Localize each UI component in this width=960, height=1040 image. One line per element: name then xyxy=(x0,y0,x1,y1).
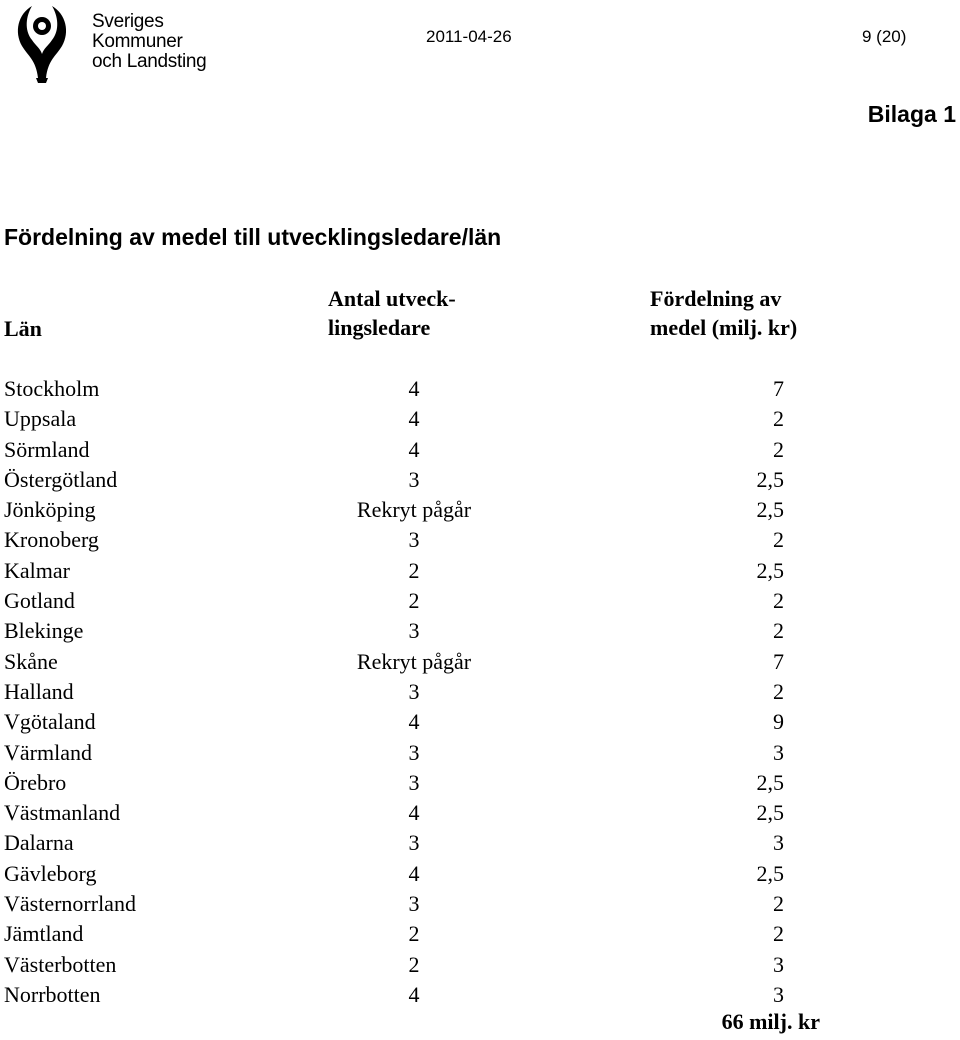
table-row: Västernorrland 3 2 xyxy=(0,889,960,919)
table-row: Norrbotten 4 3 xyxy=(0,980,960,1010)
funds-amount: 2,5 xyxy=(756,860,784,886)
table-row: Örebro 3 2,5 xyxy=(0,768,960,798)
document-date: 2011-04-26 xyxy=(426,27,512,46)
county-name: Vgötaland xyxy=(4,709,96,735)
county-name: Dalarna xyxy=(4,830,74,856)
table-row: Sörmland 4 2 xyxy=(0,435,960,465)
document-title: Fördelning av medel till utvecklingsledare/län xyxy=(4,224,502,250)
funds-amount: 9 xyxy=(773,709,784,735)
table-row: Kalmar 2 2,5 xyxy=(0,556,960,586)
county-name: Gävleborg xyxy=(4,860,97,886)
table-row: Stockholm 4 7 xyxy=(0,374,960,404)
county-name: Västerbotten xyxy=(4,951,117,977)
county-name: Stockholm xyxy=(4,376,100,401)
total-amount: 66 milj. kr xyxy=(721,1009,820,1034)
funds-amount: 3 xyxy=(773,739,784,765)
column-header-count-line1: Antal utveck- xyxy=(328,286,456,311)
column-header-funds xyxy=(650,284,797,342)
county-name: Norrbotten xyxy=(4,981,101,1007)
column-header-lan-text: Län xyxy=(4,316,42,341)
funds-amount: 2 xyxy=(773,406,784,432)
funds-amount: 2 xyxy=(773,436,784,462)
county-name: Gotland xyxy=(4,588,75,614)
county-name: Skåne xyxy=(4,648,58,674)
table-row: Västerbotten 2 3 xyxy=(0,950,960,980)
county-name: Örebro xyxy=(4,769,67,795)
column-header-count xyxy=(328,284,456,342)
county-name: Kronoberg xyxy=(4,527,99,553)
logo-line: Sveriges xyxy=(92,11,164,32)
table-row: Dalarna 3 3 xyxy=(0,828,960,858)
appendix-label: Bilaga 1 xyxy=(867,101,956,127)
county-table xyxy=(0,374,960,1010)
funds-amount: 2,5 xyxy=(756,557,784,583)
table-row: Jämtland 2 2 xyxy=(0,919,960,949)
column-header-count-line2: lingsledare xyxy=(328,315,431,340)
column-header-funds-line2: medel (milj. kr) xyxy=(650,315,798,340)
table-row: Gävleborg 4 2,5 xyxy=(0,859,960,889)
column-header-lan xyxy=(4,314,42,343)
logo-emblem-icon xyxy=(10,4,74,84)
county-name: Blekinge xyxy=(4,618,84,644)
logo-line: Kommuner xyxy=(92,31,183,52)
logo-wordmark xyxy=(92,12,206,72)
funds-amount: 2 xyxy=(773,618,784,644)
funds-amount: 3 xyxy=(773,951,784,977)
funds-amount: 2 xyxy=(773,891,784,917)
county-name: Sörmland xyxy=(4,436,90,462)
county-name: Västmanland xyxy=(4,800,121,826)
funds-amount: 2,5 xyxy=(756,466,784,492)
county-name: Västernorrland xyxy=(4,891,136,917)
table-row: Skåne Rekryt pågår 7 xyxy=(0,647,960,677)
organization-logo xyxy=(10,4,210,84)
county-name: Jönköping xyxy=(4,497,96,523)
table-row: Blekinge 3 2 xyxy=(0,616,960,646)
county-name: Östergötland xyxy=(4,466,118,492)
table-row: Östergötland 3 2,5 xyxy=(0,465,960,495)
funds-amount: 2 xyxy=(773,921,784,947)
funds-amount: 3 xyxy=(773,981,784,1007)
county-name: Kalmar xyxy=(4,557,70,583)
table-row: Kronoberg 3 2 xyxy=(0,525,960,555)
table-row: Halland 3 2 xyxy=(0,677,960,707)
table-row: Jönköping Rekryt pågår 2,5 xyxy=(0,495,960,525)
county-name: Halland xyxy=(4,678,74,704)
column-header-funds-line1: Fördelning av xyxy=(650,286,782,311)
table-row: Uppsala 4 2 xyxy=(0,404,960,434)
county-name: Uppsala xyxy=(4,406,77,432)
table-row: Gotland 2 2 xyxy=(0,586,960,616)
table-row: Västmanland 4 2,5 xyxy=(0,798,960,828)
funds-amount: 2 xyxy=(773,678,784,704)
table-row: Vgötaland 4 9 xyxy=(0,707,960,737)
county-name: Jämtland xyxy=(4,921,84,947)
page-number: 9 (20) xyxy=(862,27,907,46)
funds-amount: 2,5 xyxy=(756,800,784,826)
logo-line: och Landsting xyxy=(92,51,207,72)
funds-amount: 2 xyxy=(773,588,784,614)
table-row: Värmland 3 3 xyxy=(0,738,960,768)
funds-amount: 7 xyxy=(773,648,784,674)
funds-amount: 7 xyxy=(773,376,784,401)
funds-amount: 2 xyxy=(773,527,784,553)
funds-amount: 2,5 xyxy=(756,769,784,795)
funds-amount: 2,5 xyxy=(756,497,784,523)
funds-amount: 3 xyxy=(773,830,784,856)
county-name: Värmland xyxy=(4,739,92,765)
